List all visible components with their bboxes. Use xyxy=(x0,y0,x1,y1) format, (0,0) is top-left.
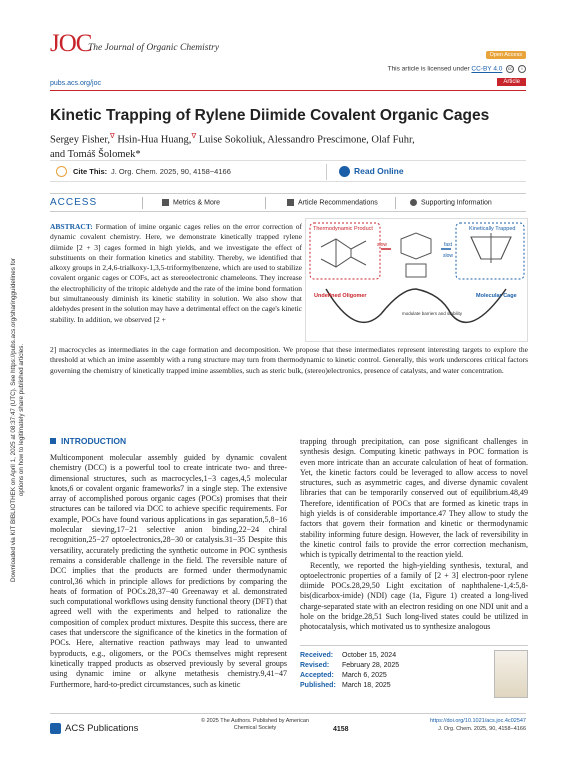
divider xyxy=(265,197,266,209)
barriers-label: modulate barriers and stability xyxy=(402,311,463,316)
slow-label: slow xyxy=(377,242,388,248)
journal-name: The Journal of Organic Chemistry xyxy=(88,43,220,53)
intro-paragraph: trapping through precipitation, can pose significant challenges in synthesis design. Computing kinetic pathways in POC formation is even more intricate than an accurate calculation of heat of formation. Yet, the kinetic factors could be leveraged to allow access to novel structures, such as asymmetric cages, and diverse dynamic covalent libraries that can be temporarily conserved out of equilibrium.48,49 Therefore, identification of POCs that are formed as kinetic traps in high yields is of considerable importance.47 They allow to study the factors that govern their formation and kinetic or thermodynamic stability informing future design. However, the lack of reversibility in the kinetic control fails to provide the error correction mechanism, which is typically detrimental to the reaction yield. xyxy=(300,437,528,560)
divider xyxy=(326,164,327,180)
url-bar xyxy=(50,80,526,91)
kinetic-label: Kinetically Trapped xyxy=(469,226,516,232)
history-box xyxy=(300,645,528,703)
recommendations-icon xyxy=(287,199,294,206)
thermo-label: Thermodynamic Product xyxy=(313,226,373,232)
download-notice-text: Downloaded via KIT BIBLIOTHEK on April 1, 2025 at 08:37:47 (UTC). See https://pubs.acs.org/sharingguidelines for options on how to legitimately share published articles. xyxy=(10,258,25,583)
open-access-badge: Open Access xyxy=(486,51,526,59)
slow-label-2: slow xyxy=(443,253,454,259)
page-footer xyxy=(50,713,526,741)
article-title: Kinetic Trapping of Rylene Diimide Covalent Organic Cages xyxy=(50,107,490,124)
author-segment[interactable]: Luise Sokoliuk, Alessandro Prescimone, Olaf Fuhr, xyxy=(196,134,415,146)
table-row xyxy=(300,671,403,681)
received-value: October 15, 2024 xyxy=(342,652,397,659)
acs-icon xyxy=(50,723,61,734)
received-key: Received: xyxy=(300,652,334,659)
cite-box xyxy=(50,160,526,182)
history-table xyxy=(300,651,403,691)
abstract-text: Formation of imine organic cages relies on the error correction of dynamic covalent chemistry. Here, we demonstrate kinetically trapped rylene diimide [2 + 3] cages formed in high yields, and we investigate the effect of substituents on their formation kinetics and stability. Thereby, we identified that alkoxy groups in 2,4,6-trialkoxy-1,3,5-triformylbenzene, which are used to stabilize covalent organic cages or COFs, act as stereoelectronic chameleons. They increase the electrophilicity of the tritopic aldehyde and the rate of the imine bond formation but simultaneously diminish its kinetic stability in solution. We also show that aldehydes present in the solution may have a detrimental effect on the cage's kinetic stability. In addition, we observed [2 + xyxy=(50,222,303,324)
access-bar xyxy=(50,193,526,212)
page-number: 4158 xyxy=(333,726,349,733)
divider xyxy=(142,197,143,209)
journal-url[interactable]: pubs.acs.org/joc xyxy=(50,80,101,87)
metrics-label: Metrics & More xyxy=(173,199,221,207)
supporting-info-label: Supporting Information xyxy=(421,199,492,207)
license-link[interactable]: CC-BY 4.0 xyxy=(471,65,503,73)
cc-icon: cc xyxy=(507,66,513,71)
cage-structure-icon xyxy=(471,233,511,263)
article-type-tag: Article xyxy=(497,78,526,86)
author-segment[interactable]: Hsin-Hua Huang, xyxy=(114,134,192,146)
recommendations-label: Article Recommendations xyxy=(298,199,378,207)
supporting-info-icon xyxy=(410,199,417,206)
section-marker xyxy=(50,438,56,444)
access-label: ACCESS xyxy=(50,197,98,208)
intro-paragraph: Recently, we reported the high-yielding synthesis, textural, and optoelectronic properties of a family of [2 + 3] electron-poor rylene diimide POCs.28,29,50 Light excitation of naphthalene-1,4:5,8-bis(dicarbox-imide) (NDI) cage (1a, Figure 1) created a long-lived charge-separated state with an electron residing on one NDI unit and a hole on the bridge.28,51 Such long-lived states could be utilized in photocatalysis, which motivated us to synthesize analogous xyxy=(300,560,528,632)
read-online-link[interactable]: Read Online xyxy=(354,166,404,176)
publisher-logo[interactable] xyxy=(50,723,138,734)
monomer-structure-icon xyxy=(401,233,431,277)
intro-heading-text: INTRODUCTION xyxy=(61,436,127,446)
publisher-name: ACS Publications xyxy=(65,723,139,735)
intro-column-2 xyxy=(300,437,528,633)
journal-cover-thumbnail xyxy=(494,650,528,698)
published-value: March 18, 2025 xyxy=(342,682,391,689)
table-row xyxy=(300,681,403,691)
abstract-top xyxy=(50,222,302,325)
toc-graphic xyxy=(305,218,528,342)
equal-contribution-mark: ∇ xyxy=(191,132,197,140)
by-icon: i xyxy=(518,65,526,73)
intro-column-1: Multicomponent molecular assembly guided by dynamic covalent chemistry (DCC) is a powerful tool to create intricate two- and three-dimensional structures, such as macrocycles,1−3 cages,4,5 molecular knots,6 or covalent organic frameworks7 in a single step. The extensive array of accomplished porous organic cages (POCs) promises that their structures can be tailored via DCC to achieve specific requirements. For example, POCs have found various applications in gas separation,5,8−16 molecular sieving,17−21 selective anion binding,22−24 chiral recognition,25−27 optoelectronics,28−30 or catalysis.31−35 Despite this versatility, accurately predicting the synthetic outcome in POC synthesis remains a considerable challenge in the field. The reversible nature of DCC implies that the products are formed under thermodynamic control,36 which in principle allows for predictions by comparing the heats of formation of POCs.28,37−40 Greenaway et al. demonstrated such computational workflows using density functional theory (DFT) that agreed well with the experiments and helped to rationalize the composition of complex product mixtures. Despite this success, there are cases that underscore the significance of the kinetics in the formation of POCs. Here, alternative reaction pathways may lead to unwanted byproducts, e.g., oligomers, or the POCs themselves might represent kinetically trapped products as observed previously by several groups using dynamic imine or alkyne metathesis chemistry.9,41−47 Furthermore, hard-to-predict circumstances, such as kinetic xyxy=(50,453,287,689)
author-list xyxy=(50,129,520,162)
metrics-button[interactable] xyxy=(162,199,220,206)
oligomer-structure-icon xyxy=(321,239,366,267)
license-line xyxy=(388,65,526,73)
citation-text: J. Org. Chem. 2025, 90, 4158−4166 xyxy=(111,167,231,176)
toc-graphic-svg xyxy=(306,219,529,343)
supporting-info-button[interactable] xyxy=(410,199,492,206)
download-notice xyxy=(2,250,32,590)
abstract-label: ABSTRACT: xyxy=(50,222,93,231)
cite-icon xyxy=(56,166,67,177)
metrics-icon xyxy=(162,199,169,206)
revised-key: Revised: xyxy=(300,662,330,669)
published-key: Published: xyxy=(300,682,336,689)
license-prefix: This article is licensed under xyxy=(387,65,472,73)
copyright-notice: © 2025 The Authors. Published by American Chemical Society xyxy=(201,718,309,731)
recommendations-button[interactable] xyxy=(287,199,378,206)
table-row xyxy=(300,661,403,671)
accepted-value: March 6, 2025 xyxy=(342,672,387,679)
table-row xyxy=(300,651,403,661)
oligomer-label: Undefined Oligomer xyxy=(314,293,367,299)
cite-label: Cite This: xyxy=(73,167,108,176)
divider xyxy=(395,197,396,209)
equal-contribution-mark: ∇ xyxy=(110,132,115,140)
read-online-icon[interactable] xyxy=(339,166,350,177)
journal-logo[interactable]: JOC xyxy=(50,30,92,57)
journal-header xyxy=(50,30,526,80)
footer-citation: J. Org. Chem. 2025, 90, 4158−4166 xyxy=(438,725,526,732)
fast-label: fast xyxy=(444,242,453,248)
author-segment[interactable]: Sergey Fisher, xyxy=(50,134,111,146)
author-segment[interactable]: and Tomáš Šolomek* xyxy=(50,148,141,160)
doi-block xyxy=(430,718,526,733)
revised-value: February 28, 2025 xyxy=(342,662,400,669)
intro-heading xyxy=(50,436,126,446)
doi-link[interactable]: https://doi.org/10.1021/acs.joc.4c02547 xyxy=(429,718,526,724)
abstract-bottom: 2] macrocycles as intermediates in the cage formation and decomposition. We propose that these intermediates represent interesting targets to explore the threshold at which an imine assembly with a rung structure may turn from thermodynamic to kinetic control. Generally, this work underscores critical factors governing the chemistry of kinetically trapped imine assemblies, such as steric bulk, (stereo)electronics, presence of catalysts, and water concentration. xyxy=(50,345,528,375)
cage-label: Molecular Cage xyxy=(476,293,517,299)
accepted-key: Accepted: xyxy=(300,672,334,679)
